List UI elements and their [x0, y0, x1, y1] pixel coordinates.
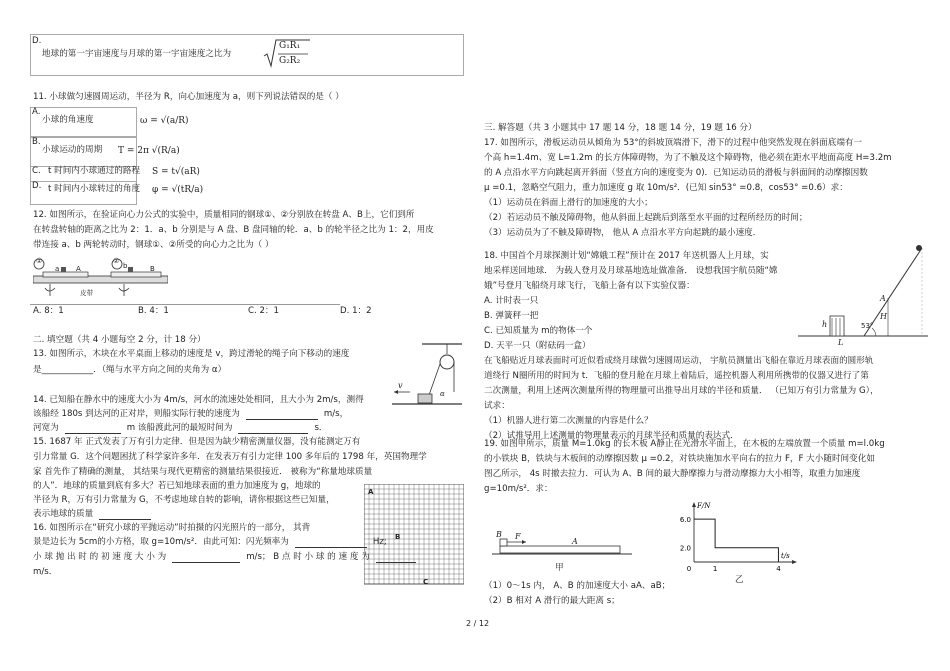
q18-line-11: 试求：	[484, 401, 510, 411]
q10-formula-num: G₁R₁	[279, 41, 301, 51]
q14-blank-speed[interactable]	[246, 410, 318, 420]
q11-option-c-text: t 时间内小球通过的路程	[48, 166, 141, 176]
q15-line4: 的人”．地球的质量到底有多大？若已知地球表面的重力加速度为 g，地球的	[33, 481, 321, 491]
wooden-block	[418, 394, 432, 403]
q17-fig-label-a: A	[880, 294, 886, 303]
q12-figure	[33, 254, 168, 304]
q14-blank-width[interactable]	[65, 424, 121, 434]
x-axis-arrow	[792, 560, 797, 564]
q18-line-5: B. 弹簧秤一把	[484, 311, 539, 321]
q18-line-13: （2）试推导用上述测量的物理量表示的月球半径和质量的表达式．	[484, 431, 739, 441]
q12-line3: 带连接 a、b 两轮转动时，钢球①、②所受的向心力之比为（ ）	[33, 240, 274, 250]
q16-grid-figure	[364, 484, 464, 588]
q18-line-7: D. 天平一只（附砝码一盒）	[484, 341, 591, 351]
q17-fig-label-h-small: h	[822, 320, 828, 329]
q15-line5: 半径为 R，万有引力常量为 G，不考虑地球自转的影响，请你根据这些已知量，	[33, 495, 335, 505]
q19-figure-jia	[492, 526, 632, 560]
disk-a	[43, 272, 88, 277]
q13-line2: 是____________．（绳与水平方向之间的夹角为 α）	[33, 365, 227, 375]
q18-line-4: A. 计时表一只	[484, 296, 539, 306]
q13-line1: 13. 如图所示，木块在水平桌面上移动的速度是 v，跨过滑轮的绳子向下移动的速度	[33, 349, 350, 359]
q12-answer-a: A. 8：1	[33, 306, 64, 316]
q11-option-d-label: D.	[32, 181, 42, 191]
force-series-line	[694, 519, 778, 562]
q10-option-d-text: 地球的第一宇宙速度与月球的第一宇宙速度之比为	[42, 49, 232, 59]
q17-line-3: 的 A 点沿水平方向跳起离开斜面（竖直方向的速度变为 0)．已知运动员的滑板与斜面间的动摩擦因数	[484, 168, 868, 178]
q12-fig-label-ball2: ②	[113, 257, 120, 265]
q16-grid-label-b: B	[395, 533, 401, 541]
q11-option-d-text: t 时间内小球转过的角度	[48, 184, 141, 194]
q15-blank-mass[interactable]	[99, 510, 151, 520]
q12-fig-label-B: B	[150, 265, 155, 273]
rope-slant	[428, 364, 440, 398]
q17-fig-label-angle: 53°	[861, 322, 874, 330]
q14-blank-time[interactable]	[238, 424, 308, 434]
pulley	[440, 355, 454, 369]
y-axis-arrow	[692, 502, 696, 507]
q13-figure	[392, 342, 462, 408]
q11-option-b-text: 小球运动的周期	[42, 145, 103, 155]
q16-line1: 16. 如图所示在“研究小球的平抛运动”时拍摄的闪光照片的一部分， 其背	[33, 523, 311, 533]
q17-line-2: 个高 h=1.4m、宽 L=1.2m 的长方体障碍物，为了不触及这个障碍物，他必须在距水平地面高度 H=3.2m	[484, 153, 892, 163]
q12-fig-label-belt: 皮带	[80, 289, 93, 297]
q12-fig-label-A: A	[76, 265, 81, 273]
q12-answer-b: B. 4：1	[138, 306, 169, 316]
q18-line-2: 地采样送回地球． 为载人登月及月球基地选址做准备． 设想我国宇航员随“嫦	[484, 266, 778, 276]
q16-blank-frequency[interactable]	[295, 538, 367, 548]
q11-option-a-label: A.	[32, 107, 41, 117]
board-a	[500, 546, 620, 553]
q15-line1: 15. 1687 年 正式发表了万有引力定律．但是因为缺少精密测量仪器，没有能测定万有	[33, 437, 361, 447]
q12-fig-label-b: b	[123, 262, 128, 270]
skateboarder	[916, 245, 922, 251]
q12-answer-c: C. 2：1	[248, 306, 279, 316]
q17-line-7: （3）运动员为了不触及障碍物， 他从 A 点沿水平方向起跳的最小速度．	[484, 228, 762, 238]
q16-blank-initial-speed[interactable]	[172, 553, 240, 563]
q19-chart-caption: 乙	[735, 575, 744, 585]
q16-line3: 小 球 抛 出 时 的 初 速 度 大 小 为 m/s； B 点 时 小 球 的 速 度 为	[33, 553, 416, 563]
q19-sub-line-2: （2）B 相对 A 滑行的最大距离 s；	[484, 596, 620, 606]
x-tick-label: 1	[712, 565, 718, 572]
q19-jia-label-a: A	[572, 537, 578, 546]
q18-line-9: 道绕行 N圈所用的时间为 t．飞船的登月舱在月球上着陆后，遥控机器人利用所携带的仪器又进行了第	[484, 371, 869, 381]
ball-2	[128, 267, 133, 272]
q11-option-c-label: C.	[32, 166, 41, 176]
q19-jia-label-f: F	[515, 532, 521, 541]
q18-line-10: 二次测量，利用上述两次测量所得的物理量可出推导出月球的半径和质量． （已知万有引力常量为 G），	[484, 386, 879, 396]
q19-line-2: 的小铁块 B，铁块与木板间的动摩擦因数 μ =0.2，对铁块施加水平向右的拉力 F，F 大小随时间变化如	[484, 454, 875, 464]
q11-stem: 11. 小球做匀速圆周运动，半径为 R，向心加速度为 a，则下列说法错误的是（ ）	[33, 92, 344, 102]
y-axis-label: F/N	[697, 502, 711, 510]
x-tick-label: 0	[686, 565, 692, 572]
q19-line-3: 图乙所示， 4s 时撤去拉力．可认为 A、B 间的最大静摩擦力与滑动摩擦力大小相等，取重力加速度	[484, 469, 861, 479]
q12-answer-d: D. 1：2	[340, 306, 372, 316]
q11-option-d-formula: φ = √(tR/a)	[152, 185, 204, 195]
q19-jia-label-b: B	[496, 530, 502, 539]
q17-line-1: 17. 如图所示，滑板运动员从倾角为 53°的斜坡顶端滑下，滑下的过程中他突然发现在斜面底端有一	[484, 138, 863, 148]
q11-option-a-text: 小球的角速度	[42, 115, 94, 125]
q11-option-c-formula: S = t√(aR)	[152, 167, 200, 177]
y-tick-label: 2.0	[679, 544, 691, 553]
q17-line-4: μ =0.1，忽略空气阻力，重力加速度 g 取 10m/s²．(已知 sin53° =0.8，cos53° =0.6）求：	[484, 183, 848, 193]
q14-line1: 14. 已知船在静水中的速度大小为 4m/s，河水的流速处处相同，且大小为 2m/s，测得	[33, 395, 364, 405]
q12-line1: 12. 如图所示，在验证向心力公式的实验中，质量相同的钢球①、②分别放在转盘 A、B上，它们到所	[33, 210, 415, 220]
q17-line-6: （2）若运动员不触及障碍物，他从斜面上起跳后到落至水平面的过程所经历的时间；	[484, 213, 808, 223]
section-2-heading: 二. 填空题（共 4 小题每空 2 分，计 18 分）	[33, 335, 206, 345]
y-tick-label: 6.0	[679, 516, 691, 525]
q15-line3: 家 首先作了精确的测量， 其结果与现代更精密的测量结果很接近． 被称为“称量地球质量	[33, 467, 373, 477]
q17-fig-label-l: L	[838, 338, 844, 347]
q14-line3: 河宽为 m 该船渡此河的最短时间为 s．	[33, 423, 328, 434]
q15-line6: 表示地球的质量	[33, 510, 151, 520]
block-b	[500, 539, 507, 546]
q17-fig-label-h-big: H	[880, 312, 887, 321]
q16-line4: m/s．	[33, 567, 58, 577]
q18-line-12: （1）机器人进行第二次测量的内容是什么？	[484, 416, 653, 426]
q10-option-d-label: D.	[32, 36, 42, 46]
q19-chart-yi	[672, 500, 802, 572]
q19-jia-caption: 甲	[555, 563, 564, 573]
q13-fig-label-alpha: α	[440, 390, 445, 398]
q11-option-b-formula: T = 2π √(R/a)	[118, 146, 180, 156]
ball-1	[61, 267, 66, 272]
q11-option-a-formula: ω = √(a/R)	[140, 116, 189, 126]
q18-line-3: 娥”号登月飞船绕月球飞行，飞船上备有以下实验仪器：	[484, 281, 695, 291]
x-tick-label: 4	[776, 565, 781, 572]
page-number: 2 / 12	[466, 619, 490, 628]
q12-line2: 在转盘转轴的距离之比为 2：1．a、b 分别是与 A 盘、B 盘同轴的轮．a、b 的轮半径之比为 1：2，用皮	[33, 225, 434, 235]
q13-fig-label-v: v	[398, 381, 403, 390]
q19-sub-line-1: （1）0～1s 内， A、B 的加速度大小 aA、aB；	[484, 581, 671, 591]
q16-line2: 景是边长为 5cm的小方格，取 g=10m/s²．由此可知：闪光频率为 Hz;	[33, 537, 387, 548]
q19-line-1: 19. 如图甲所示，质量 M=1.0kg 的长木板 A静止在光滑水平面上，在木板的左端放置一个质量 m=l.0kg	[484, 439, 885, 449]
x-axis-label: t/s	[781, 552, 790, 560]
q10-formula-den: G₂R₂	[279, 56, 301, 66]
q11-option-b-label: B.	[32, 137, 41, 147]
q18-line-1: 18. 中国首个月球探测计划“嫦娥工程”预计在 2017 年送机器人上月球，实	[484, 251, 769, 261]
q18-line-8: 在飞船贴近月球表面时可近似看成绕月球做匀速圆周运动， 宇航员测量出飞船在靠近月球表面的圆形轨	[484, 356, 874, 366]
q19-line-4: g=10m/s²．求：	[484, 484, 553, 494]
section-3-heading: 三. 解答题（共 3 小题其中 17 题 14 分，18 题 14 分，19 题 16 分）	[484, 123, 757, 133]
q16-grid-label-a: A	[368, 488, 374, 496]
q14-line2: 该船经 180s 到达河的正对岸，则船实际行驶的速度为 m/s，	[33, 409, 349, 420]
q12-fig-label-ball1: ①	[36, 257, 43, 265]
q16-grid-label-c: C	[423, 578, 429, 586]
q12-answer-border-top	[30, 304, 340, 305]
q17-line-5: （1）运动员在斜面上滑行的加速度的大小；	[484, 198, 653, 208]
q15-line2: 引力常量 G．这个问题困扰了科学家许多年．在发表万有引力定律 100 多年后的 1798 年，英国物理学	[33, 452, 427, 462]
q12-fig-label-a: a	[55, 265, 60, 273]
q18-line-6: C. 已知质量为 m的物体一个	[484, 326, 593, 336]
